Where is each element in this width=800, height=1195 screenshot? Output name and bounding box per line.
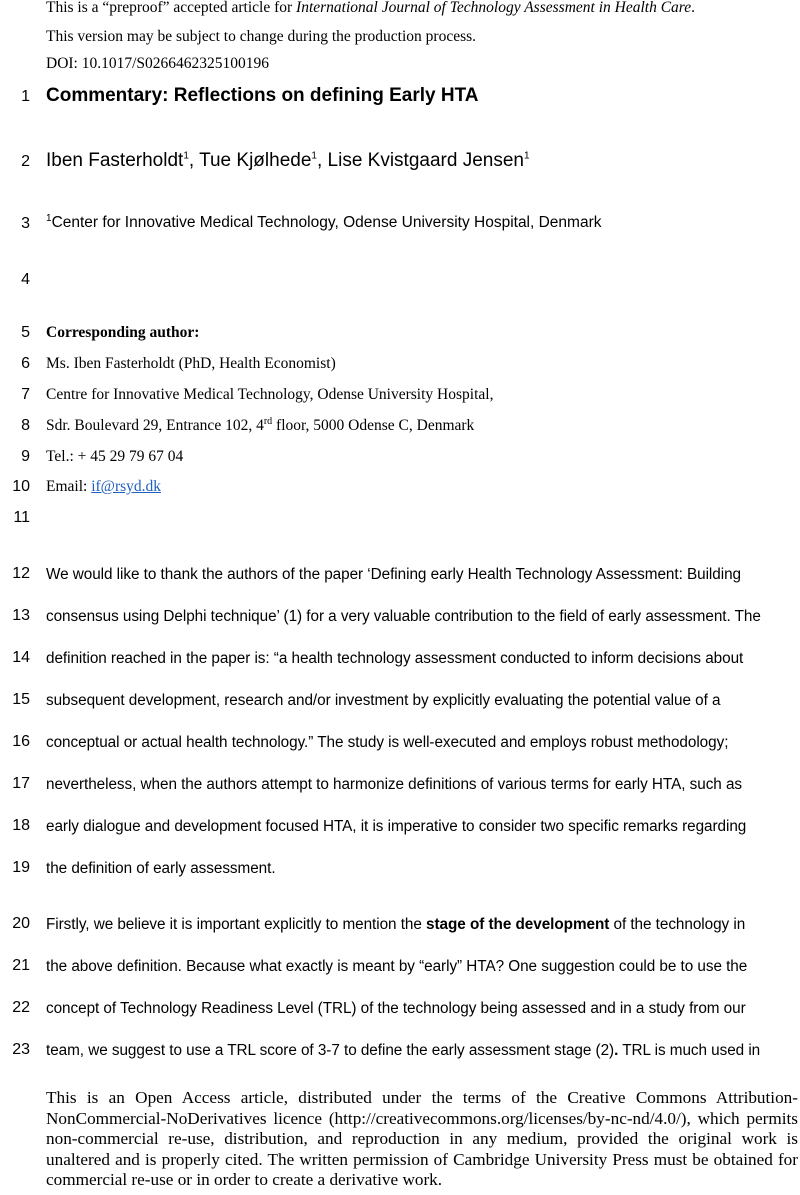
line-number: 21: [12, 957, 30, 974]
corresponding-name: Ms. Iben Fasterholdt (PhD, Health Economist): [46, 355, 336, 372]
emphasis: stage of the development: [426, 916, 610, 933]
corresponding-label: Corresponding author:: [46, 324, 200, 341]
corresponding-email: Email: if@rsyd.dk: [46, 478, 162, 495]
line-number: 18: [12, 817, 30, 834]
author-list: [46, 150, 530, 172]
line-number: 15: [12, 691, 30, 708]
affiliation-marker: 1: [523, 150, 530, 162]
preproof-notice: This is a “preproof” accepted article for International Journal of Technology Assessment in Health Care.: [46, 0, 695, 16]
body-line: conceptual or actual health technology.” The study is well-executed and employs robust methodology;: [46, 734, 729, 751]
line-number: 13: [12, 607, 30, 624]
line-number: 7: [21, 386, 30, 403]
body-line: We would like to thank the authors of the paper ‘Defining early Health Technology Assessment: Building: [46, 566, 742, 583]
line-number: 22: [12, 999, 30, 1016]
line-number: 8: [21, 417, 30, 434]
line-number: 3: [21, 215, 30, 232]
body-line: team, we suggest to use a TRL score of 3-7 to define the early assessment stage (2). TRL is much used in: [46, 1042, 761, 1059]
affiliation-marker: 1: [183, 150, 189, 162]
email-link[interactable]: if@rsyd.dk: [91, 478, 162, 495]
affiliation-marker: 1: [311, 150, 317, 162]
body-line: Firstly, we believe it is important explicitly to mention the stage of the development of the technology in: [46, 916, 746, 933]
line-number: 16: [12, 733, 30, 750]
author-name: , Tue Kjølhede: [188, 150, 312, 171]
affiliation-marker: 1: [46, 212, 52, 224]
author-name: Iben Fasterholdt: [46, 150, 184, 171]
production-notice: This version may be subject to change during the production process.: [46, 28, 477, 45]
body-line: the definition of early assessment.: [46, 860, 276, 877]
body-line: consensus using Delphi technique’ (1) for a very valuable contribution to the field of early assessment. The: [46, 608, 761, 625]
article-title: Commentary: Reflections on defining Early HTA: [46, 85, 479, 106]
open-access-license: This is an Open Access article, distributed under the terms of the Creative Commons Attribution-NonCommercial-NoDerivatives licence (http://creativecommons.org/licenses/by-nc-nd/4.0/), which permits non-commercial re-use, distribution, and reproduction in any medium, provided the original work is unaltered and is properly cited. The written permission of Cambridge University Press must be obtained for commercial re-use or in order to create a derivative work.: [46, 1088, 798, 1189]
affiliation: $^1$Center for Innovative Medical Technology, Odense University Hospital, Denmark: [46, 212, 602, 231]
line-number: 14: [12, 649, 30, 666]
body-line: early dialogue and development focused HTA, it is imperative to consider two specific remarks regarding: [46, 818, 747, 835]
line-number: 1: [21, 88, 30, 105]
body-line: the above definition. Because what exactly is meant by “early” HTA? One suggestion could be to use the: [46, 958, 748, 975]
line-number: 23: [12, 1041, 30, 1058]
line-number: 11: [13, 509, 30, 526]
doi: DOI: 10.1017/S0266462325100196: [46, 55, 270, 72]
line-number: 5: [21, 324, 30, 341]
line-number: 4: [21, 271, 30, 288]
body-line: nevertheless, when the authors attempt to harmonize definitions of various terms for early HTA, such as: [46, 776, 743, 793]
body-line: subsequent development, research and/or investment by explicitly evaluating the potential value of a: [46, 692, 721, 709]
journal-name: International Journal of Technology Assessment in Health Care: [296, 0, 692, 16]
body-line: concept of Technology Readiness Level (TRL) of the technology being assessed and in a study from our: [46, 1000, 746, 1017]
corresponding-org: Centre for Innovative Medical Technology, Odense University Hospital,: [46, 386, 494, 403]
line-number: 6: [21, 355, 30, 372]
line-number: 10: [12, 478, 30, 495]
line-number: 19: [12, 859, 30, 876]
line-number: 2: [21, 153, 30, 170]
body-line: definition reached in the paper is: “a health technology assessment conducted to inform decisions about: [46, 650, 744, 667]
line-number: 20: [12, 915, 30, 932]
line-number: 12: [12, 565, 30, 582]
corresponding-address: Sdr. Boulevard 29, Entrance 102, 4rd floor, 5000 Odense C, Denmark: [46, 415, 475, 434]
line-number: 9: [21, 448, 30, 465]
corresponding-tel: Tel.: + 45 29 79 67 04: [46, 448, 184, 465]
line-number: 17: [12, 775, 30, 792]
author-name: , Lise Kvistgaard Jensen: [316, 150, 524, 171]
